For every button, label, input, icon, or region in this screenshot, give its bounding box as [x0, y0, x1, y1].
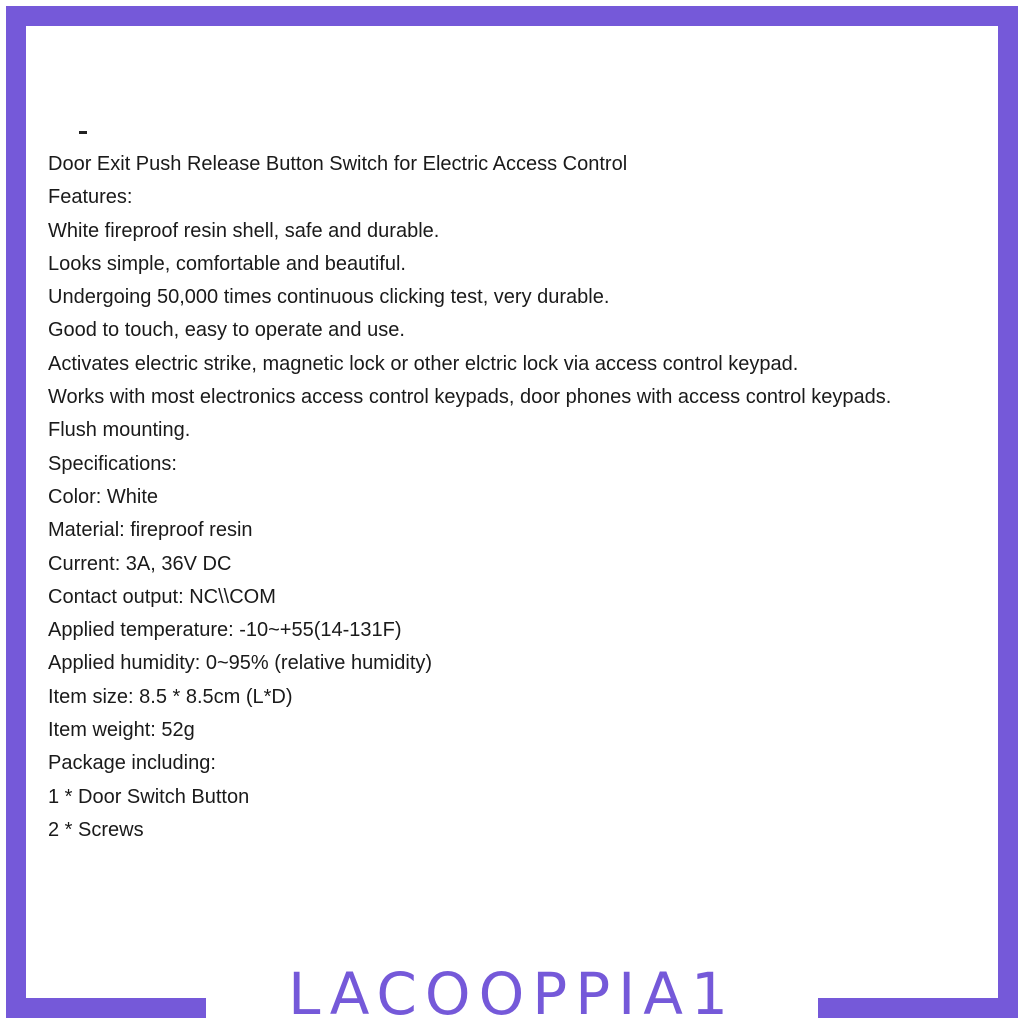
spec-line: Applied humidity: 0~95% (relative humidity)	[48, 652, 433, 675]
frame-right-border	[998, 6, 1018, 1018]
feature-line: Undergoing 50,000 times continuous clicking test, very durable.	[48, 286, 610, 309]
spec-line: Material: fireproof resin	[48, 519, 253, 542]
feature-line: Works with most electronics access control keypads, door phones with access control keypads.	[48, 386, 892, 409]
package-item: 1 * Door Switch Button	[48, 785, 250, 808]
spec-line: Contact output: NC\\COM	[48, 585, 276, 608]
feature-line: Flush mounting.	[48, 419, 191, 442]
frame-top-border	[6, 6, 1018, 26]
description-text-block	[48, 148, 993, 847]
spec-line: Color: White	[48, 485, 159, 508]
feature-line: Looks simple, comfortable and beautiful.	[48, 252, 406, 275]
frame-bottom-left-border	[6, 998, 206, 1018]
spec-line: Current: 3A, 36V DC	[48, 552, 232, 575]
brand-watermark: LACOOPPIA1	[288, 960, 736, 1024]
features-heading: Features:	[48, 186, 133, 209]
spec-line: Item weight: 52g	[48, 719, 195, 742]
cropped-text-fragment	[74, 120, 94, 134]
spec-line: Applied temperature: -10~+55(14-131F)	[48, 619, 402, 642]
feature-line: Good to touch, easy to operate and use.	[48, 319, 405, 342]
specifications-heading: Specifications:	[48, 452, 177, 475]
feature-line: Activates electric strike, magnetic lock or other elctric lock via access control keypad.	[48, 352, 799, 375]
frame-left-border	[6, 6, 26, 1018]
package-item: 2 * Screws	[48, 818, 144, 841]
product-title: Door Exit Push Release Button Switch for Electric Access Control	[48, 153, 628, 175]
frame-bottom-right-border	[818, 998, 1018, 1018]
spec-line: Item size: 8.5 * 8.5cm (L*D)	[48, 685, 293, 708]
feature-line: White fireproof resin shell, safe and durable.	[48, 219, 440, 242]
package-heading: Package including:	[48, 752, 216, 775]
